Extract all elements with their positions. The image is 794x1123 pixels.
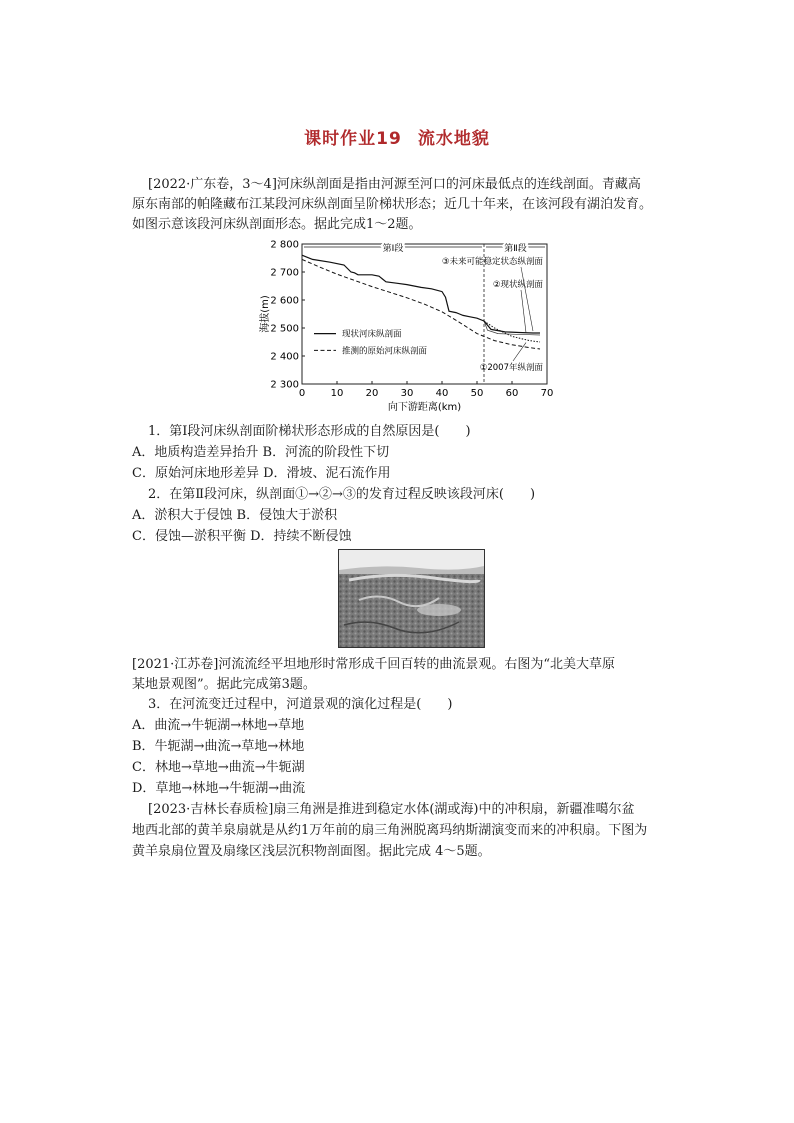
segment-2-label: 第Ⅱ段: [504, 244, 527, 254]
q1-option-ab: A．地质构造差异抬升 B．河流的阶段性下切: [132, 445, 390, 460]
x-tick-label: 60: [505, 388, 519, 399]
q3-option-b: B．牛轭湖→曲流→草地→林地: [132, 739, 305, 754]
river-profile-chart: [256, 236, 556, 414]
y-tick-label: 2 500: [270, 323, 299, 335]
y-axis-label: 海拔(m): [260, 295, 271, 333]
annotation-label: ③未来可能稳定状态纵剖面: [441, 257, 543, 267]
intro-2-line-2: 某地景观图”。据此完成第3题。: [132, 677, 316, 692]
annotation-label: ①2007年纵剖面: [479, 363, 543, 373]
annotation-pointer: [521, 267, 533, 331]
segment-1-label: 第Ⅰ段: [382, 244, 404, 254]
x-tick-label: 40: [435, 388, 449, 399]
intro-1-line-2: 原东南部的帕隆藏布江某段河床纵剖面呈阶梯状形态；近几十年来，在该河段有湖泊发育。: [132, 197, 653, 212]
x-tick-label: 20: [365, 388, 379, 399]
y-tick-label: 2 300: [270, 379, 299, 391]
q3-option-a: A．曲流→牛轭湖→林地→草地: [132, 718, 305, 733]
q2-option-cd: C．侵蚀—淤积平衡 D．持续不断侵蚀: [132, 529, 352, 544]
q3-option-c: C．林地→草地→曲流→牛轭湖: [132, 760, 305, 775]
legend-label: 推测的原始河床纵剖面: [342, 346, 428, 357]
y-tick-label: 2 600: [270, 295, 299, 307]
x-tick-label: 10: [330, 388, 344, 399]
legend-label: 现状河床纵剖面: [342, 329, 402, 340]
prairie-landscape-photo: [338, 549, 485, 648]
intro-1-line-1: [2022·广东卷，3～4]河床纵剖面是指由河源至河口的河床最低点的连线剖面。青藏高: [148, 177, 641, 192]
y-tick-label: 2 800: [270, 239, 299, 251]
question-2: 2．在第Ⅱ段河床，纵剖面①→②→③的发育过程反映该段河床( ): [148, 487, 536, 502]
x-tick-label: 50: [470, 388, 484, 399]
intro-3-line-1: [2023·吉林长春质检]扇三角洲是推进到稳定水体(湖或海)中的冲积扇，新疆准噶尔盆: [148, 802, 635, 817]
annotation-label: ②现状纵剖面: [492, 280, 543, 290]
y-tick-label: 2 700: [270, 267, 299, 279]
page-title: 课时作业19 流水地貌: [304, 129, 490, 149]
q3-option-d: D．草地→林地→牛轭湖→曲流: [132, 781, 306, 796]
intro-2-line-1: [2021·江苏卷]河流流经平坦地形时常形成千回百转的曲流景观。右图为“北美大草原: [132, 657, 616, 672]
x-tick-label: 0: [298, 388, 306, 399]
q2-option-ab: A．淤积大于侵蚀 B．侵蚀大于淤积: [132, 508, 338, 523]
series-line-2: [302, 259, 540, 349]
intro-1-line-3: 如图示意该段河床纵剖面形态。据此完成1～2题。: [132, 217, 422, 232]
question-3: 3．在河流变迁过程中，河道景观的演化过程是( ): [148, 697, 453, 712]
q1-option-cd: C．原始河床地形差异 D．滑坡、泥石流作用: [132, 466, 391, 481]
x-axis-label: 向下游距离(km): [387, 402, 462, 413]
intro-3-line-2: 地西北部的黄羊泉扇就是从约1万年前的扇三角洲脱离玛纳斯湖演变而来的冲积扇。下图为: [132, 823, 648, 838]
y-tick-label: 2 400: [270, 351, 299, 363]
annotation-pointer: [521, 290, 526, 333]
question-1: 1．第Ⅰ段河床纵剖面阶梯状形态形成的自然原因是( ): [148, 424, 471, 439]
x-tick-label: 30: [400, 388, 414, 399]
x-tick-label: 70: [540, 388, 554, 399]
intro-3-line-3: 黄羊泉扇位置及扇缘区浅层沉积物剖面图。据此完成 4～5题。: [132, 844, 491, 859]
